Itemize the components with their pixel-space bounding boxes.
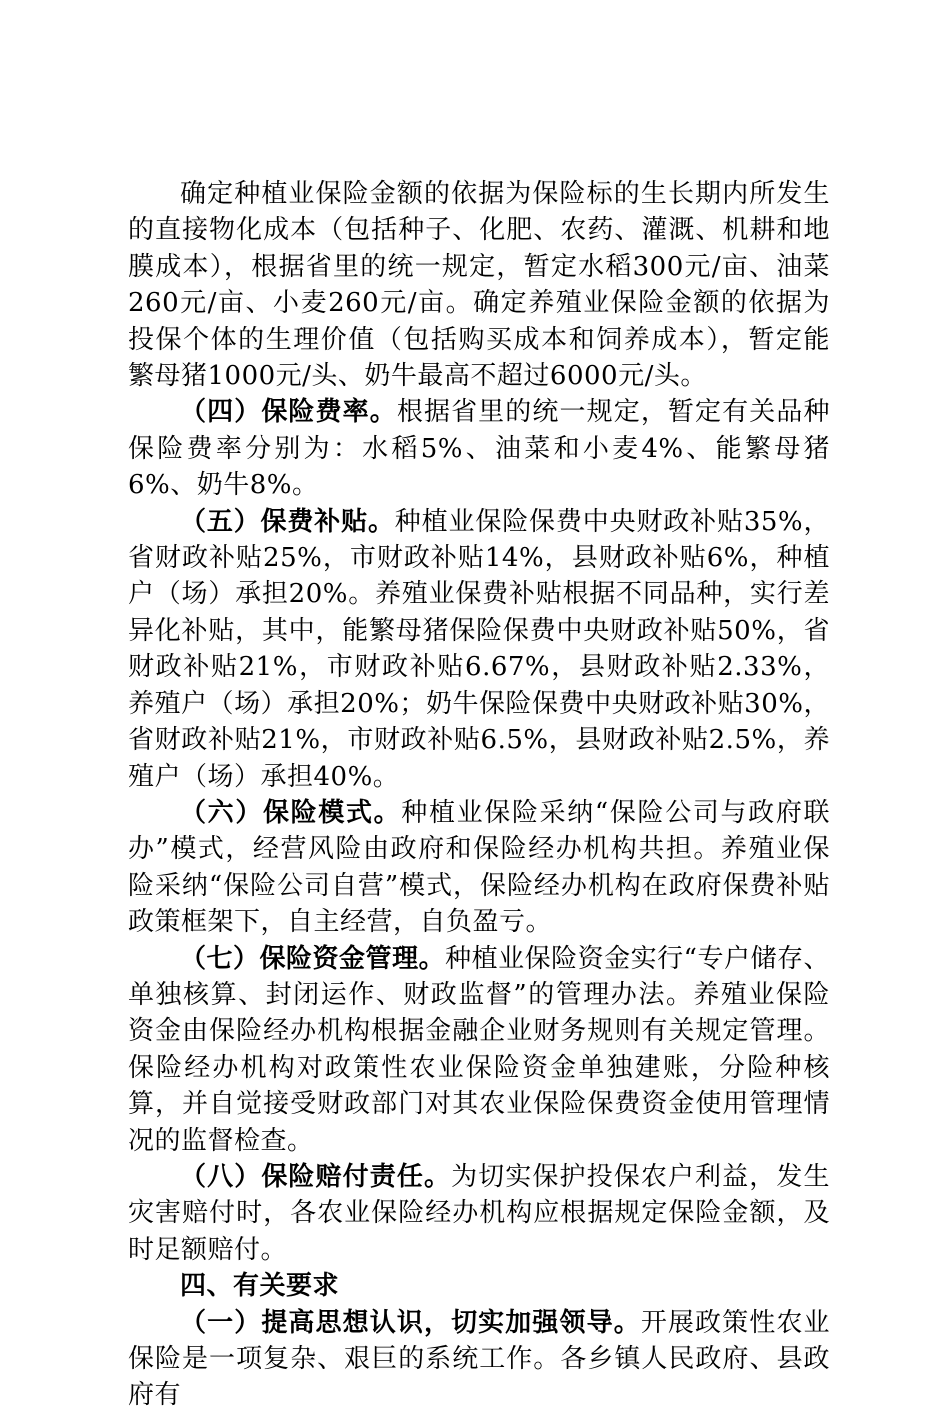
paragraph-lead: （八）保险赔付责任。 — [180, 1161, 452, 1192]
paragraph-fund-management — [128, 941, 830, 1159]
paragraph-insurance-mode — [128, 795, 830, 941]
paragraph-compensation — [128, 1159, 830, 1268]
paragraph-insurance-amount — [128, 176, 830, 394]
paragraph-lead: （五）保费补贴。 — [180, 506, 395, 537]
section-heading: 四、有关要求 — [180, 1271, 340, 1302]
paragraph-premium-rate — [128, 394, 830, 503]
paragraph-lead: （一）提高思想认识，切实加强领导。 — [180, 1307, 641, 1338]
paragraph-text: 确定种植业保险金额的依据为保险标的生长期内所发生的直接物化成本（包括种子、化肥、农药、灌溉、机耕和地膜成本），根据省里的统一规定，暂定水稻300元/亩、油菜260元/亩、小麦260元/亩。确定养殖业保险金额的依据为投保个体的生理价值（包括购买成本和饲养成本），暂定能繁母猪1000元/头、奶牛最高不超过6000元/头。 — [128, 179, 830, 392]
paragraph-premium-subsidy — [128, 504, 830, 795]
paragraph-text: 种植业保险资金实行“专户储存、单独核算、封闭运作、财政监督”的管理办法。养殖业保险资金由保险经办机构根据金融企业财务规则有关规定管理。保险经办机构对政策性农业保险资金单独建账，分险种核算，并自觉接受财政部门对其农业保险保费资金使用管理情况的监督检查。 — [128, 943, 830, 1156]
paragraph-leadership — [128, 1305, 830, 1414]
paragraph-text: 根据省里的统一规定，暂定有关品种保险费率分别为：水稻5%、油菜和小麦4%、能繁母猪6%、奶牛8%。 — [128, 397, 830, 501]
paragraph-lead: （六）保险模式。 — [180, 797, 402, 828]
paragraph-lead: （七）保险资金管理。 — [180, 943, 446, 974]
paragraph-lead: （四）保险费率。 — [180, 397, 397, 428]
paragraph-text: 种植业保险保费中央财政补贴35%，省财政补贴25%，市财政补贴14%，县财政补贴6%，种植户（场）承担20%。养殖业保费补贴根据不同品种，实行差异化补贴，其中，能繁母猪保险保费中央财政补贴50%，省财政补贴21%，市财政补贴6.67%，县财政补贴2.33%，养殖户（场）承担20%；奶牛保险保费中央财政补贴30%，省财政补贴21%，市财政补贴6.5%，县财政补贴2.5%，养殖户（场）承担40%。 — [128, 506, 830, 792]
paragraph-text: 为切实保护投保农户利益，发生灾害赔付时，各农业保险经办机构应根据规定保险金额，及时足额赔付。 — [128, 1161, 830, 1265]
paragraph-text: 开展政策性农业保险是一项复杂、艰巨的系统工作。各乡镇人民政府、县政府有 — [128, 1307, 830, 1411]
paragraph-text: 种植业保险采纳“保险公司与政府联办”模式，经营风险由政府和保险经办机构共担。养殖业保险采纳“保险公司自营”模式，保险经办机构在政府保费补贴政策框架下，自主经营，自负盈亏。 — [128, 797, 830, 938]
